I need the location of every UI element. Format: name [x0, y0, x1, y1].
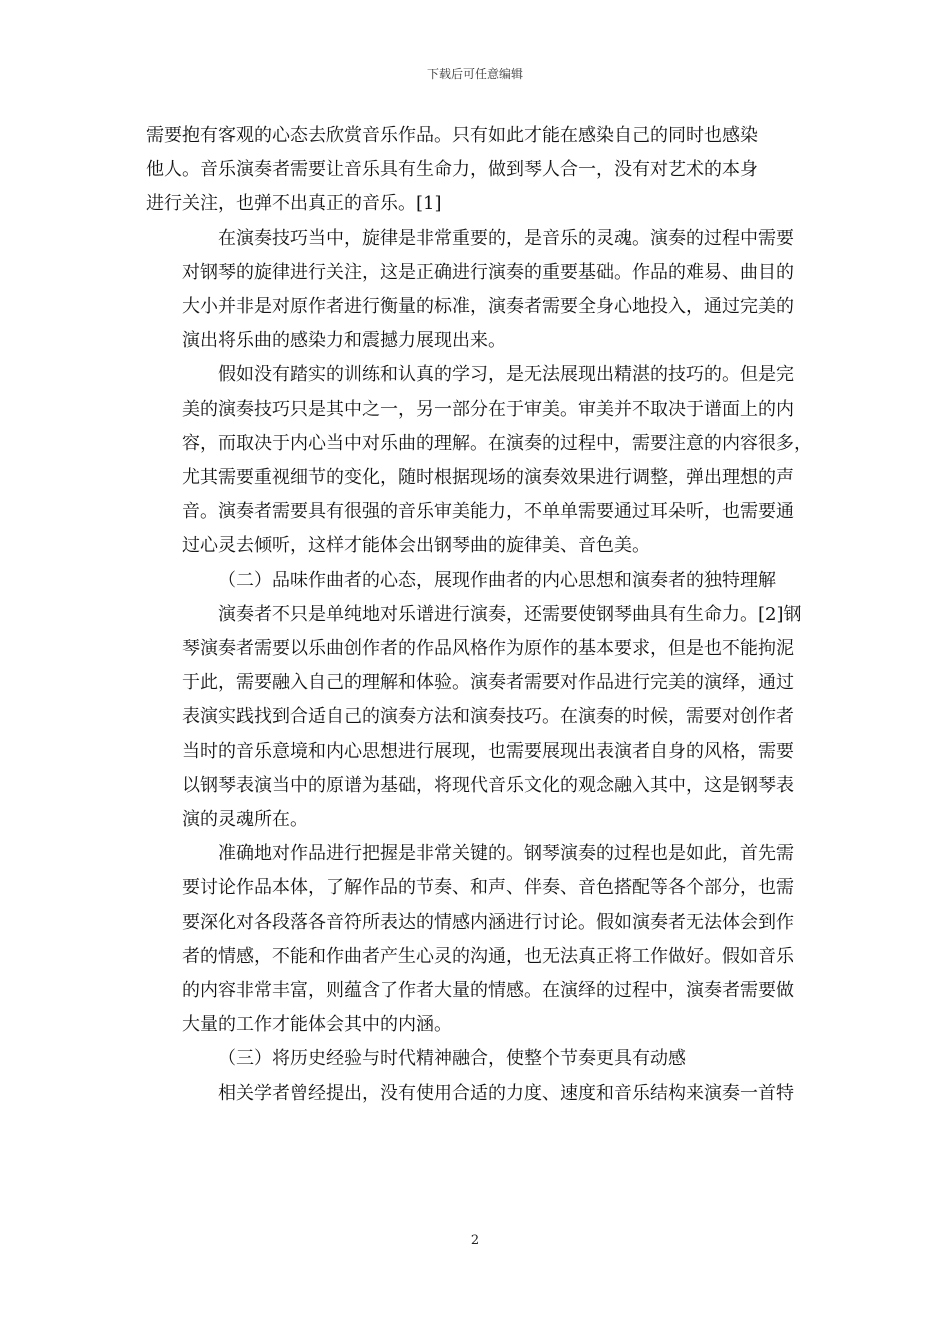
paragraph-6: [146, 1077, 810, 1111]
paragraph-1: [146, 119, 810, 222]
text-line: 要深化对各段落各音符所表达的情感内涵进行讨论。假如演奏者无法体会到作: [182, 911, 794, 933]
page-header: 下载后可任意编辑: [426, 67, 523, 81]
paragraph-4: [146, 598, 810, 837]
document-body: [146, 119, 810, 1111]
paragraph-5: [146, 837, 810, 1042]
text-line: 表演实践找到合适自己的演奏方法和演奏技巧。在演奏的时候，需要对创作者: [182, 706, 794, 728]
section-heading-3: [146, 1042, 810, 1076]
text-line: 要讨论作品本体，了解作品的节奏、和声、伴奏、音色搭配等各个部分，也需: [182, 877, 794, 899]
text-line: 相关学者曾经提出，没有使用合适的力度、速度和音乐结构来演奏一首特: [218, 1082, 794, 1104]
text-line: 美的演奏技巧只是其中之一，另一部分在于审美。审美并不取决于谱面上的内: [182, 398, 794, 420]
paragraph-2: [146, 222, 810, 359]
text-line: 他人。音乐演奏者需要让音乐具有生命力，做到琴人合一，没有对艺术的本身: [146, 159, 758, 181]
text-line: 者的情感，不能和作曲者产生心灵的沟通，也无法真正将工作做好。假如音乐: [182, 945, 794, 967]
text-line: 容，而取决于内心当中对乐曲的理解。在演奏的过程中，需要注意的内容很多，: [182, 432, 812, 454]
text-line: 音。演奏者需要具有很强的音乐审美能力，不单单需要通过耳朵听，也需要通: [182, 501, 794, 523]
text-line: 演奏者不只是单纯地对乐谱进行演奏，还需要使钢琴曲具有生命力。[2]钢: [218, 603, 802, 625]
text-line: 琴演奏者需要以乐曲创作者的作品风格作为原作的基本要求，但是也不能拘泥: [182, 638, 794, 660]
page-number: 2: [470, 1233, 480, 1248]
text-line: 大量的工作才能体会其中的内涵。: [182, 1014, 452, 1036]
heading-line: （二）品味作曲者的心态，展现作曲者的内心思想和演奏者的独特理解: [218, 569, 776, 591]
text-line: 演出将乐曲的感染力和震撼力展现出来。: [182, 330, 506, 352]
text-line: 尤其需要重视细节的变化，随时根据现场的演奏效果进行调整，弹出理想的声: [182, 467, 794, 489]
text-line: 假如没有踏实的训练和认真的学习，是无法展现出精湛的技巧的。但是完: [218, 364, 794, 386]
text-line: 在演奏技巧当中，旋律是非常重要的，是音乐的灵魂。演奏的过程中需要: [218, 227, 794, 249]
text-line: 以钢琴表演当中的原谱为基础，将现代音乐文化的观念融入其中，这是钢琴表: [182, 774, 794, 796]
section-heading-2: [146, 564, 810, 598]
heading-line: （三）将历史经验与时代精神融合，使整个节奏更具有动感: [218, 1048, 686, 1070]
text-line: 对钢琴的旋律进行关注，这是正确进行演奏的重要基础。作品的难易、曲目的: [182, 261, 794, 283]
text-line: 的内容非常丰富，则蕴含了作者大量的情感。在演绎的过程中，演奏者需要做: [182, 980, 794, 1002]
text-line: 当时的音乐意境和内心思想进行展现，也需要展现出表演者自身的风格，需要: [182, 740, 794, 762]
text-line: 进行关注，也弹不出真正的音乐。[1]: [146, 193, 442, 215]
text-line: 需要抱有客观的心态去欣赏音乐作品。只有如此才能在感染自己的同时也感染: [146, 125, 758, 146]
text-line: 过心灵去倾听，这样才能体会出钢琴曲的旋律美、音色美。: [182, 535, 650, 557]
text-line: 演的灵魂所在。: [182, 809, 308, 831]
text-line: 准确地对作品进行把握是非常关键的。钢琴演奏的过程也是如此，首先需: [218, 843, 794, 865]
text-line: 大小并非是对原作者进行衡量的标准，演奏者需要全身心地投入，通过完美的: [182, 296, 794, 318]
paragraph-3: [146, 358, 810, 563]
text-line: 于此，需要融入自己的理解和体验。演奏者需要对作品进行完美的演绎，通过: [182, 672, 794, 694]
